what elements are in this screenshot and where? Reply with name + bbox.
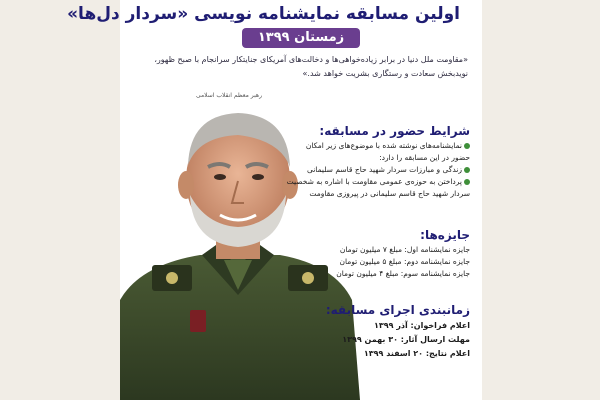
condition-line xyxy=(305,140,470,152)
prizes-title: جایزه‌ها: xyxy=(420,228,470,242)
schedule-line: اعلام فراخوان: آذر ۱۳۹۹ xyxy=(374,321,470,330)
schedule-section xyxy=(318,302,470,361)
bullet-icon xyxy=(464,179,470,185)
condition-line xyxy=(318,152,470,164)
poster xyxy=(67,0,482,400)
prize-line: جایزه نمایشنامه دوم: مبلغ ۵ میلیون تومان xyxy=(339,257,470,266)
condition-line xyxy=(309,188,470,200)
condition-text: سردار شهید حاج قاسم سلیمانی در پیروزی مقاومت xyxy=(309,189,470,198)
condition-text: پرداختن به حوزه‌ی عمومی مقاومت با اشاره به شخصیت xyxy=(286,177,462,186)
date-badge: زمستان ۱۳۹۹ xyxy=(242,28,360,48)
condition-text: زندگی و مبارزات سردار شهید حاج قاسم سلیمانی xyxy=(306,165,462,174)
condition-text: حضور در این مسابقه را دارد: xyxy=(379,153,470,162)
conditions-title: شرایط حضور در مسابقه: xyxy=(319,124,470,138)
quote-text: «مقاومت ملل دنیا در برابر زیاده‌خواهی‌ها و دخالت‌های آمریکای جنایتکار سرانجام با صبح ظهور، نوید‌بخش سعادت و رستگاری بشریت خواهد شد.» xyxy=(154,55,468,78)
schedule-line: اعلام نتایج: ۲۰ اسفند ۱۳۹۹ xyxy=(363,349,470,358)
prize-line: جایزه نمایشنامه اول: مبلغ ۷ میلیون تومان xyxy=(339,245,470,254)
schedule-line: مهلت ارسال آثار: ۳۰ بهمن ۱۳۹۹ xyxy=(342,335,470,344)
bullet-icon xyxy=(464,143,470,149)
poster-title: اولین مسابقه نمایشنامه نویسی «سردار دل‌ها» xyxy=(67,4,460,24)
quote-source: رهبر معظم انقلاب اسلامی xyxy=(195,92,262,99)
condition-line xyxy=(286,176,470,188)
condition-text: نمایشنامه‌های نوشته شده با موضوع‌های زیر امکان xyxy=(305,141,462,150)
condition-line xyxy=(306,164,470,176)
schedule-title: زمانبندی اجرای مسابقه: xyxy=(325,303,470,317)
prizes-section xyxy=(318,227,470,280)
bullet-icon xyxy=(464,167,470,173)
prize-line: جایزه نمایشنامه سوم: مبلغ ۴ میلیون تومان xyxy=(336,269,470,278)
conditions-section xyxy=(286,123,470,200)
